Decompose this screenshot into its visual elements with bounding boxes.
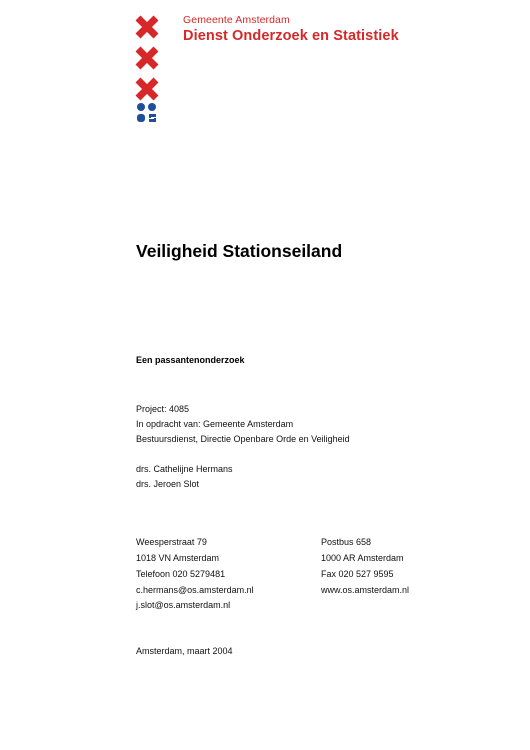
x-cross-icon xyxy=(134,14,160,40)
client-line: In opdracht van: Gemeente Amsterdam xyxy=(136,419,294,429)
os-logo-icon xyxy=(136,102,158,124)
address-city: 1018 VN Amsterdam xyxy=(136,553,220,563)
author-name: drs. Cathelijne Hermans xyxy=(136,464,233,474)
email-link[interactable]: j.slot@os.amsterdam.nl xyxy=(136,600,231,610)
website-link[interactable]: www.os.amsterdam.nl xyxy=(321,585,410,595)
address-street: Weesperstraat 79 xyxy=(136,537,207,547)
x-cross-icon xyxy=(134,45,160,71)
place-date: Amsterdam, maart 2004 xyxy=(136,646,233,656)
postbus: Postbus 658 xyxy=(321,537,372,547)
email-link[interactable]: c.hermans@os.amsterdam.nl xyxy=(136,585,254,595)
client-department: Bestuursdienst, Directie Openbare Orde en Veiligheid xyxy=(136,434,350,444)
project-number: Project: 4085 xyxy=(136,404,190,414)
document-subtitle: Een passantenonderzoek xyxy=(136,355,245,365)
phone-number: Telefoon 020 5279481 xyxy=(136,569,226,579)
author-name: drs. Jeroen Slot xyxy=(136,479,200,489)
postbus-city: 1000 AR Amsterdam xyxy=(321,553,404,563)
organisation-name: Gemeente Amsterdam xyxy=(183,14,290,26)
x-cross-icon xyxy=(134,76,160,102)
fax-number: Fax 020 527 9595 xyxy=(321,569,394,579)
department-name: Dienst Onderzoek en Statistiek xyxy=(183,28,399,44)
document-title: Veiligheid Stationseiland xyxy=(136,241,343,261)
amsterdam-logo xyxy=(134,14,162,126)
